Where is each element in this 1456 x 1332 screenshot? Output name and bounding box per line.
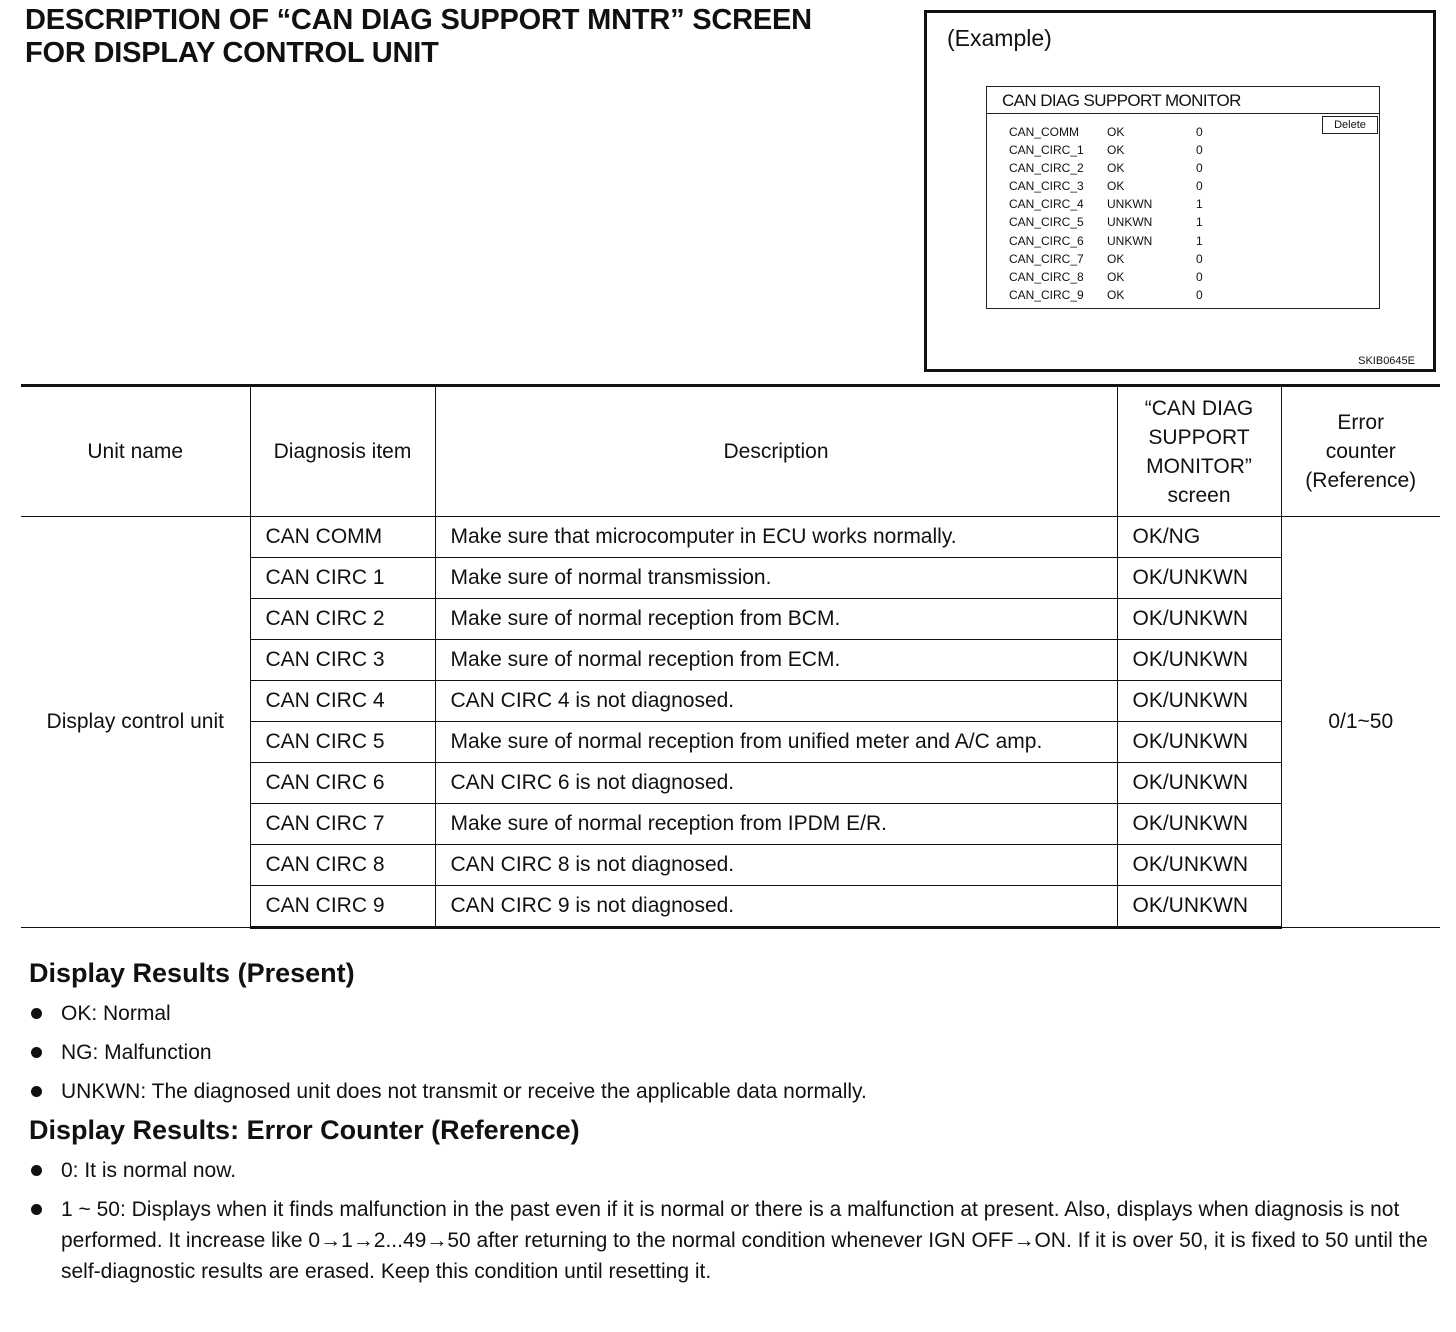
screen-cell: OK/UNKWN <box>1117 599 1281 640</box>
header-diagnosis-item: Diagnosis item <box>250 386 435 517</box>
monitor-screen <box>986 86 1380 309</box>
monitor-item: CAN_CIRC_9 <box>1009 287 1084 302</box>
monitor-count: 0 <box>1196 161 1203 176</box>
list-item-text: OK: Normal <box>61 1002 171 1025</box>
list-item <box>29 1194 1439 1287</box>
monitor-status: OK <box>1107 287 1125 302</box>
diagnosis-item-cell: CAN CIRC 5 <box>250 722 435 763</box>
page-title-line1: DESCRIPTION OF “CAN DIAG SUPPORT MNTR” SCREEN <box>25 4 812 36</box>
diagnosis-table <box>21 384 1440 929</box>
header-screen-line: MONITOR” <box>1146 454 1252 478</box>
page-title <box>25 4 812 70</box>
delete-button[interactable]: Delete <box>1322 116 1378 134</box>
monitor-item: CAN_CIRC_3 <box>1009 179 1084 194</box>
monitor-count: 0 <box>1196 125 1203 139</box>
list-item-text: 0: It is normal now. <box>61 1159 237 1182</box>
monitor-status: UNKWN <box>1107 197 1153 212</box>
monitor-status: UNKWN <box>1107 233 1153 248</box>
header-error-line: (Reference) <box>1305 469 1417 492</box>
screen-cell: OK/NG <box>1117 517 1281 558</box>
monitor-count: 0 <box>1196 269 1203 284</box>
diagnosis-item-cell: CAN CIRC 2 <box>250 599 435 640</box>
monitor-item: CAN_COMM <box>1009 125 1080 139</box>
description-cell: Make sure of normal reception from IPDM E/R. <box>435 804 1117 845</box>
bullet-icon <box>31 1008 42 1019</box>
list-item <box>29 1037 1439 1068</box>
header-screen-line: screen <box>1167 483 1231 507</box>
description-cell: Make sure of normal reception from BCM. <box>435 599 1117 640</box>
screen-cell: OK/UNKWN <box>1117 640 1281 681</box>
screen-cell: OK/UNKWN <box>1117 681 1281 722</box>
present-results-list <box>29 998 1439 1107</box>
bullet-icon <box>31 1165 42 1176</box>
diagnosis-item-cell: CAN CIRC 8 <box>250 845 435 886</box>
monitor-title: CAN DIAG SUPPORT MONITOR <box>987 87 1379 114</box>
monitor-item: CAN_CIRC_8 <box>1009 269 1084 284</box>
header-screen <box>1117 386 1281 517</box>
unit-name-cell: Display control unit <box>21 517 250 928</box>
page-title-line2: FOR DISPLAY CONTROL UNIT <box>25 37 439 69</box>
header-description: Description <box>435 386 1117 517</box>
screen-cell: OK/UNKWN <box>1117 722 1281 763</box>
diagnosis-item-cell: CAN CIRC 3 <box>250 640 435 681</box>
monitor-count: 0 <box>1196 143 1203 158</box>
screen-cell: OK/UNKWN <box>1117 886 1281 928</box>
monitor-status: UNKWN <box>1107 215 1153 230</box>
monitor-count: 0 <box>1196 251 1203 266</box>
header-screen-line: SUPPORT <box>1148 425 1250 449</box>
description-cell: CAN CIRC 6 is not diagnosed. <box>435 763 1117 804</box>
header-error-counter <box>1281 386 1440 517</box>
diagnosis-item-cell: CAN CIRC 9 <box>250 886 435 928</box>
example-label: (Example) <box>947 25 1052 51</box>
monitor-item: CAN_CIRC_4 <box>1009 197 1084 212</box>
monitor-status: OK <box>1107 269 1125 284</box>
table-row <box>21 517 1440 558</box>
screen-cell: OK/UNKWN <box>1117 558 1281 599</box>
bullet-icon <box>31 1047 42 1058</box>
screen-cell: OK/UNKWN <box>1117 845 1281 886</box>
counter-results-heading: Display Results: Error Counter (Reference) <box>29 1115 580 1145</box>
description-cell: CAN CIRC 8 is not diagnosed. <box>435 845 1117 886</box>
list-item <box>29 1155 1439 1186</box>
list-item-text: NG: Malfunction <box>61 1041 212 1064</box>
diagnosis-item-cell: CAN CIRC 4 <box>250 681 435 722</box>
monitor-item: CAN_CIRC_1 <box>1009 143 1084 158</box>
monitor-count: 1 <box>1196 233 1203 248</box>
monitor-count: 1 <box>1196 197 1203 212</box>
header-unit-name: Unit name <box>21 386 250 517</box>
counter-results-list <box>29 1155 1439 1287</box>
list-item-text: 1 ~ 50: Displays when it finds malfunction in the past even if it is normal or there is a malfunction at present. Also, displays when diagnosis is not performed. It increase like 0→1→2...49→50 after returning to the normal condition whenever IGN OFF→ON. If it is over 50, it is fixed to 50 until the self-diagnostic results are erased. Keep this condition until resetting it. <box>61 1198 1428 1283</box>
header-error-line: counter <box>1325 440 1396 463</box>
monitor-count: 0 <box>1196 179 1203 194</box>
monitor-status: OK <box>1107 251 1125 266</box>
monitor-item: CAN_CIRC_5 <box>1009 215 1084 230</box>
figure-id: SKIB0645E <box>1358 355 1415 367</box>
description-cell: Make sure that microcomputer in ECU works normally. <box>435 517 1117 558</box>
list-item <box>29 1076 1439 1107</box>
monitor-status: OK <box>1107 125 1125 139</box>
description-cell: CAN CIRC 4 is not diagnosed. <box>435 681 1117 722</box>
screen-cell: OK/UNKWN <box>1117 763 1281 804</box>
screen-cell: OK/UNKWN <box>1117 804 1281 845</box>
monitor-status: OK <box>1107 179 1125 194</box>
diagnosis-item-cell: CAN CIRC 1 <box>250 558 435 599</box>
monitor-item: CAN_CIRC_6 <box>1009 233 1084 248</box>
description-cell: CAN CIRC 9 is not diagnosed. <box>435 886 1117 928</box>
monitor-item: CAN_CIRC_2 <box>1009 161 1084 176</box>
bullet-icon <box>31 1204 42 1215</box>
description-cell: Make sure of normal reception from ECM. <box>435 640 1117 681</box>
description-cell: Make sure of normal transmission. <box>435 558 1117 599</box>
results-section <box>29 956 1439 1287</box>
header-screen-line: “CAN DIAG <box>1144 396 1254 420</box>
monitor-item: CAN_CIRC_7 <box>1009 251 1084 266</box>
description-cell: Make sure of normal reception from unified meter and A/C amp. <box>435 722 1117 763</box>
example-figure <box>924 10 1436 372</box>
diagnosis-item-cell: CAN CIRC 7 <box>250 804 435 845</box>
header-error-line: Error <box>1337 411 1385 434</box>
monitor-status: OK <box>1107 143 1125 158</box>
present-results-heading: Display Results (Present) <box>29 958 355 988</box>
diagnosis-item-cell: CAN CIRC 6 <box>250 763 435 804</box>
bullet-icon <box>31 1086 42 1097</box>
list-item <box>29 998 1439 1029</box>
monitor-count: 0 <box>1196 287 1203 302</box>
monitor-status: OK <box>1107 161 1125 176</box>
table-header-row <box>21 386 1440 517</box>
diagnosis-item-cell: CAN COMM <box>250 517 435 558</box>
monitor-count: 1 <box>1196 215 1203 230</box>
list-item-text: UNKWN: The diagnosed unit does not transmit or receive the applicable data normally. <box>61 1080 867 1103</box>
error-counter-cell: 0/1~50 <box>1281 517 1440 928</box>
